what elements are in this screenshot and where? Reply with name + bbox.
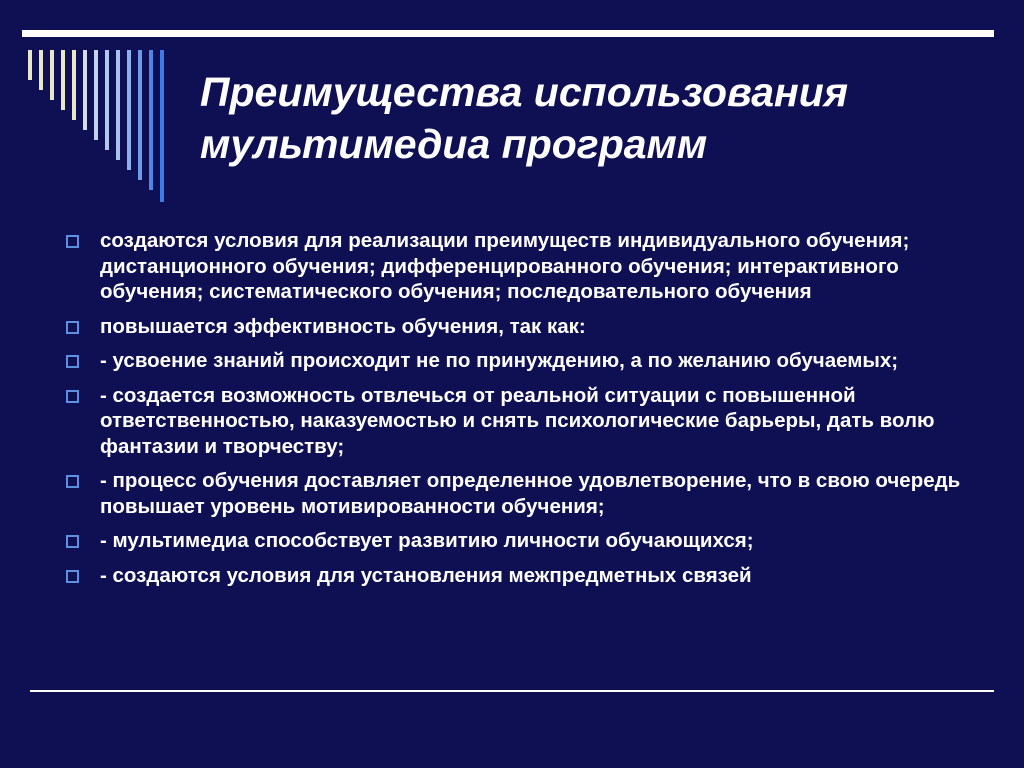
stripe-4 bbox=[61, 50, 65, 110]
bullet-item-5 bbox=[64, 468, 999, 519]
bullet-item-7 bbox=[64, 563, 999, 589]
stripe-12 bbox=[149, 50, 153, 190]
bullet-item-3 bbox=[64, 348, 999, 374]
bullet-text-2: повышается эффективность обучения, так как: bbox=[100, 314, 586, 338]
slide-title-line-2: мультимедиа программ bbox=[200, 121, 708, 167]
stripe-7 bbox=[94, 50, 98, 140]
square-bullet-icon bbox=[66, 535, 79, 548]
stripe-10 bbox=[127, 50, 131, 170]
bottom-divider-line bbox=[30, 690, 994, 692]
stripe-9 bbox=[116, 50, 120, 160]
stripe-5 bbox=[72, 50, 76, 120]
bullet-item-2 bbox=[64, 314, 999, 340]
stripe-11 bbox=[138, 50, 142, 180]
bullet-text-7: - создаются условия для установления межпредметных связей bbox=[100, 563, 752, 587]
square-bullet-icon bbox=[66, 355, 79, 368]
square-bullet-icon bbox=[66, 570, 79, 583]
stripe-1 bbox=[28, 50, 32, 80]
bullet-text-4: - создается возможность отвлечься от реальной ситуации с повышенной ответственностью, наказуемостью и снять психологические барьеры, дать волю фантазии и творчеству; bbox=[100, 383, 935, 458]
stripe-13 bbox=[160, 50, 164, 202]
stripe-3 bbox=[50, 50, 54, 100]
stripe-8 bbox=[105, 50, 109, 150]
bullet-list bbox=[64, 228, 999, 597]
stripe-6 bbox=[83, 50, 87, 130]
decorative-stripes bbox=[0, 0, 180, 220]
bullet-text-3: - усвоение знаний происходит не по принуждению, а по желанию обучаемых; bbox=[100, 349, 899, 372]
bullet-text-6: - мультимедиа способствует развитию личности обучающихся; bbox=[100, 529, 754, 552]
bullet-item-6 bbox=[64, 528, 999, 554]
stripe-2 bbox=[39, 50, 43, 90]
bullet-text-5: - процесс обучения доставляет определенное удовлетворение, что в свою очередь повышает уровень мотивированности обучения; bbox=[100, 469, 961, 518]
slide-title bbox=[200, 66, 990, 170]
square-bullet-icon bbox=[66, 321, 79, 334]
bullet-item-1 bbox=[64, 228, 999, 305]
square-bullet-icon bbox=[66, 390, 79, 403]
square-bullet-icon bbox=[66, 475, 79, 488]
bullet-text-1: создаются условия для реализации преимуществ индивидуального обучения; дистанционного обучения; дифференцированного обучения; интерактивного обучения; систематического обучения; последовательного обучения bbox=[100, 229, 910, 303]
square-bullet-icon bbox=[66, 235, 79, 248]
bullet-item-4 bbox=[64, 383, 999, 460]
slide-title-line-1: Преимущества использования bbox=[200, 69, 848, 115]
